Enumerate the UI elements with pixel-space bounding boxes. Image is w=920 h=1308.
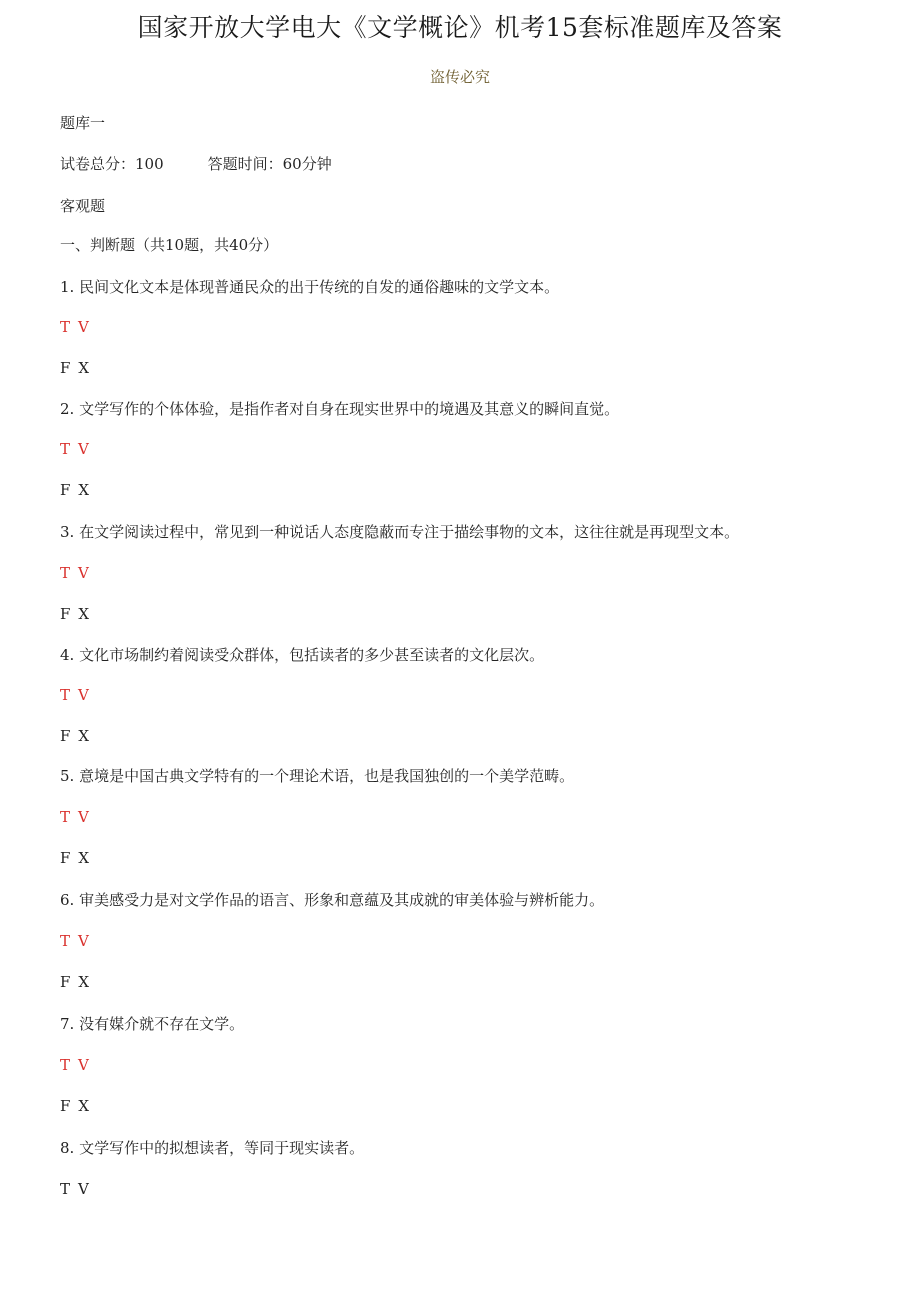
option-true (60, 438, 89, 460)
option-label: F (60, 973, 71, 991)
option-false (60, 479, 89, 501)
option-true (60, 562, 89, 584)
document-title: 国家开放大学电大《文学概论》机考15套标准题库及答案 (137, 13, 783, 42)
check-mark: V (78, 564, 89, 582)
option-false (60, 357, 89, 379)
option-true (60, 1178, 89, 1200)
cross-mark: X (78, 605, 90, 623)
question-text: 5. 意境是中国古典文学特有的一个理论术语，也是我国独创的一个美学范畴。 (60, 767, 575, 785)
option-label: F (60, 849, 71, 867)
check-mark: V (78, 1180, 89, 1198)
option-label: T (60, 440, 71, 458)
option-label: T (60, 686, 71, 704)
option-true (60, 1054, 89, 1076)
question-text: 2. 文学写作的个体体验，是指作者对自身在现实世界中的境遇及其意义的瞬间直觉。 (60, 400, 620, 418)
question-text: 3. 在文学阅读过程中，常见到一种说话人态度隐蔽而专注于描绘事物的文本，这往往就是再现型文本。 (60, 523, 740, 541)
cross-mark: X (78, 1097, 90, 1115)
option-true (60, 316, 89, 338)
option-true (60, 806, 89, 828)
question-text: 8. 文学写作中的拟想读者，等同于现实读者。 (60, 1139, 365, 1157)
total-score: 试卷总分：100 (60, 155, 164, 173)
question-text: 4. 文化市场制约着阅读受众群体，包括读者的多少甚至读者的文化层次。 (60, 646, 545, 664)
option-label: T (60, 808, 71, 826)
option-false (60, 847, 89, 869)
option-false (60, 1095, 89, 1117)
exam-time: 答题时间：60分钟 (207, 155, 332, 173)
option-label: F (60, 727, 71, 745)
check-mark: V (78, 1056, 89, 1074)
question-text: 6. 审美感受力是对文学作品的语言、形象和意蕴及其成就的审美体验与辨析能力。 (60, 891, 605, 909)
option-false (60, 725, 89, 747)
question-text: 1. 民间文化文本是体现普通民众的出于传统的自发的通俗趣味的文学文本。 (60, 278, 560, 296)
cross-mark: X (78, 727, 90, 745)
check-mark: V (78, 686, 89, 704)
cross-mark: X (78, 973, 90, 991)
option-label: T (60, 564, 71, 582)
check-mark: V (78, 808, 89, 826)
option-label: F (60, 359, 71, 377)
option-label: T (60, 932, 71, 950)
check-mark: V (78, 932, 89, 950)
option-label: T (60, 318, 71, 336)
document-subtitle: 盗传必究 (429, 68, 490, 86)
option-false (60, 971, 89, 993)
option-label: T (60, 1180, 71, 1198)
cross-mark: X (78, 849, 90, 867)
option-label: T (60, 1056, 71, 1074)
category-heading: 客观题 (60, 197, 106, 215)
cross-mark: X (78, 481, 90, 499)
check-mark: V (78, 440, 89, 458)
exam-info (60, 153, 332, 175)
section-heading: 一、判断题（共10题，共40分） (60, 236, 279, 254)
option-label: F (60, 481, 71, 499)
option-true (60, 684, 89, 706)
question-text: 7. 没有媒介就不存在文学。 (60, 1015, 245, 1033)
option-true (60, 930, 89, 952)
check-mark: V (78, 318, 89, 336)
option-label: F (60, 1097, 71, 1115)
cross-mark: X (78, 359, 90, 377)
option-false (60, 603, 89, 625)
option-label: F (60, 605, 71, 623)
bank-heading: 题库一 (60, 114, 106, 132)
